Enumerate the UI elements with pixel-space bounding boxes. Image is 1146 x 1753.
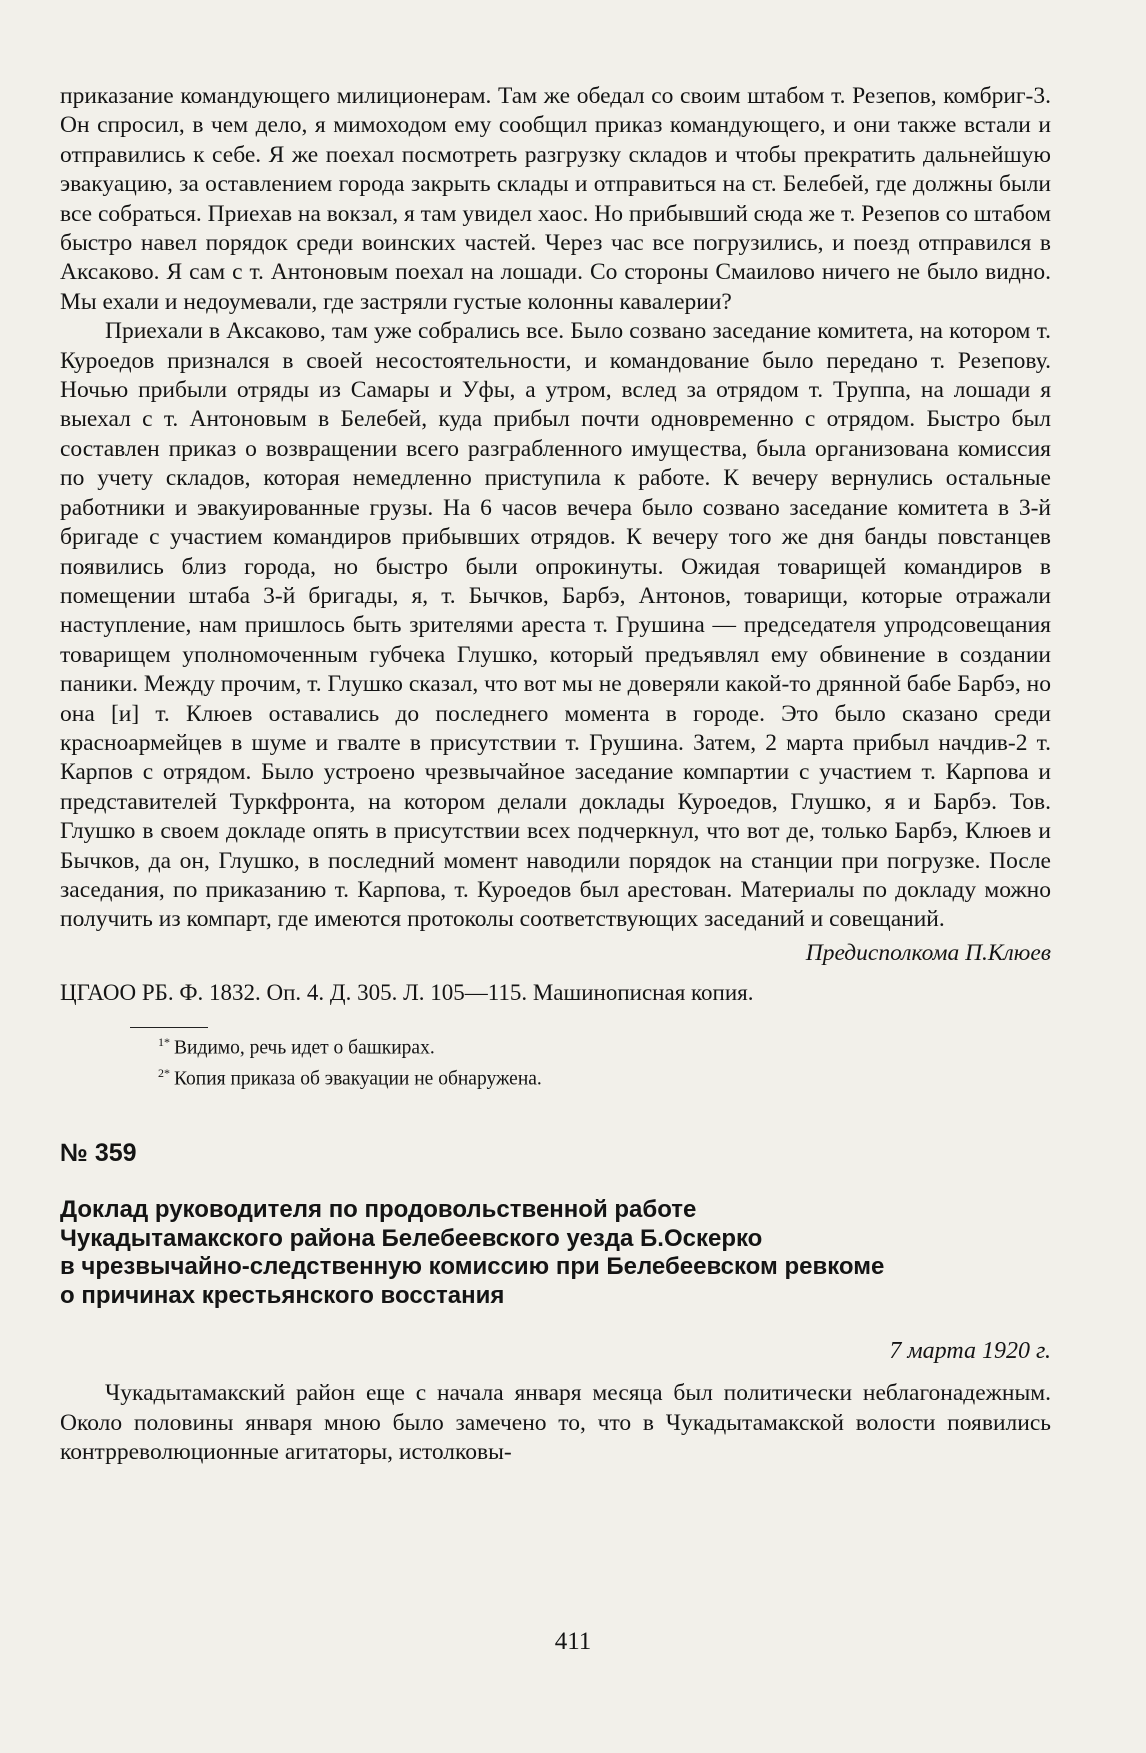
footnotes: [158, 1030, 1051, 1091]
document-date: 7 марта 1920 г.: [889, 1338, 1051, 1365]
document-title-line-3: в чрезвычайно-следственную комиссию при Белебеевском ревкоме: [60, 1253, 885, 1281]
footnote-2-mark: 2*: [158, 1065, 170, 1080]
document-number: № 359: [60, 1139, 137, 1168]
body-paragraph-1: приказание командующего милиционерам. Там же обедал со своим штабом т. Резепов, комбриг-3. Он спросил, в чем дело, я мимоходом ему сообщил приказ командующего, и они также встали и отправились к себе. Я же поехал посмотреть разгрузку складов и чтобы прекратить дальнейшую эвакуацию, за оставлением города закрыть склады и отправиться на ст. Белебей, где должны были все собраться. Приехав на вокзал, я там увидел хаос. Но прибывший сюда же т. Резепов со штабом быстро навел порядок среди воинских частей. Через час все погрузились, и поезд отправился в Аксаково. Я сам с т. Антоновым поехал на лошади. Со стороны Смаилово ничего не было видно. Мы ехали и недоумевали, где застряли густые колонны кавалерии?: [60, 83, 1051, 315]
document-body-paragraph: Чукадытамакский район еще с начала января месяца был политически неблагонадежным. Около половины января мною было замечено то, что в Чукадытамакской волости появились контрреволюционные агитаторы, истолковы-: [60, 1380, 1051, 1465]
document-title-line-4: о причинах крестьянского восстания: [60, 1281, 505, 1309]
body-paragraph-2: Приехали в Аксаково, там уже собрались все. Было созвано заседание комитета, на котором т. Куроедов признался в своей несостоятельности, и командование было передано т. Резепову. Ночью прибыли отряды из Самары и Уфы, а утром, вслед за отрядом т. Труппа, на лошади я выехал с т. Антоновым в Белебей, куда прибыл почти одновременно с отрядом. Быстро был составлен приказ о возвращении всего разграбленного имущества, была организована комиссия по учету складов, которая немедленно приступила к работе. К вечеру вернулись остальные работники и эвакуированные грузы. На 6 часов вечера было созвано заседание комитета в 3-й бригаде с участием командиров прибывших отрядов. К вечеру того же дня банды повстанцев появились близ города, но быстро были опрокинуты. Ожидая товарищей командиров в помещении штаба 3-й бригады, я, т. Бычков, Барбэ, Антонов, товарищи, которые отражали наступление, нам пришлось быть зрителями ареста т. Грушина — председателя упродсовещания товарищем уполномоченным губчека Глушко, который предъявлял ему обвинение в создании паники. Между прочим, т. Глушко сказал, что вот мы не доверяли какой-то дрянной бабе Барбэ, но она [и] т. Клюев оставались до последнего момента в городе. Это было сказано среди красноармейцев в шуме и гвалте в присутствии т. Грушина. Затем, 2 марта прибыл начдив-2 т. Карпов с отрядом. Было устроено чрезвычайное заседание компартии с участием т. Карпова и представителей Туркфронта, на котором делали доклады Куроедов, Глушко, я и Барбэ. Тов. Глушко в своем докладе опять в присутствии всех подчеркнул, что вот де, только Барбэ, Клюев и Бычков, да он, Глушко, в последний момент наводили порядок на станции при погрузке. После заседания, по приказанию т. Карпова, т. Куроедов был арестован. Материалы по докладу можно получить из компарт, где имеются протоколы соответствующих заседаний и совещаний.: [60, 318, 1051, 933]
footnote-divider: [130, 1027, 208, 1028]
footnote-1: [158, 1030, 1051, 1061]
footnote-2-text: Копия приказа об эвакуации не обнаружена.: [174, 1068, 542, 1090]
page-number: 411: [554, 1628, 592, 1655]
signature: Предисполкома П.Клюев: [805, 939, 1051, 966]
document-title-line-1: Доклад руководителя по продовольственной работе: [60, 1196, 697, 1224]
footnote-1-text: Видимо, речь идет о башкирах.: [174, 1037, 435, 1059]
footnote-1-mark: 1*: [158, 1035, 170, 1050]
archive-reference: ЦГАОО РБ. Ф. 1832. Оп. 4. Д. 305. Л. 105—115. Машинописная копия.: [60, 980, 754, 1006]
document-title-line-2: Чукадытамакского района Белебеевского уезда Б.Оскерко: [60, 1224, 763, 1252]
footnote-2: [158, 1061, 1051, 1092]
document-title: [60, 1196, 1051, 1310]
